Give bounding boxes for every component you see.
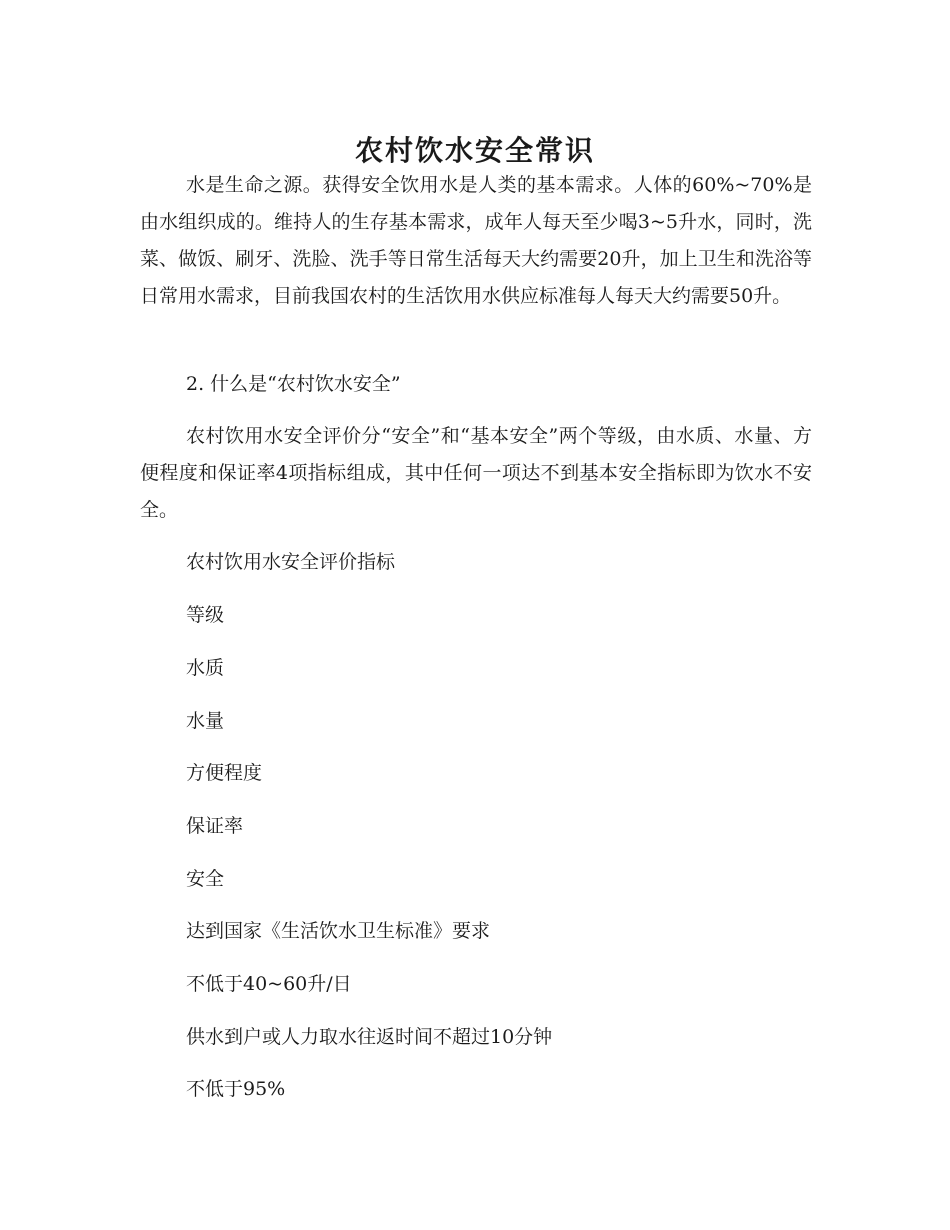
intro-paragraph: 水是生命之源。获得安全饮用水是人类的基本需求。人体的60%~70%是由水组织成的。维持人的生存基本需求，成年人每天至少喝3~5升水，同时，洗菜、做饭、刷牙、洗脸、洗手等日常生活每天大约需要20升，加上卫生和洗浴等日常用水需求，目前我国农村的生活饮用水供应标准每人每天大约需要50升。 xyxy=(140,174,812,307)
table-header-convenience: 方便程度 xyxy=(186,762,263,784)
section-heading: 2. 什么是“农村饮水安全” xyxy=(186,373,401,395)
table-cell-guarantee-safe: 不低于95% xyxy=(186,1078,286,1100)
table-header-grade: 等级 xyxy=(186,604,225,626)
page-title: 农村饮水安全常识 xyxy=(354,133,595,167)
table-cell-grade-safe: 安全 xyxy=(186,868,225,890)
table-header-quantity: 水量 xyxy=(186,710,225,732)
table-cell-convenience-safe: 供水到户或人力取水往返时间不超过10分钟 xyxy=(186,1026,553,1048)
table-title: 农村饮用水安全评价指标 xyxy=(186,551,396,573)
table-header-guarantee: 保证率 xyxy=(186,815,244,837)
table-cell-quantity-safe: 不低于40~60升/日 xyxy=(186,973,352,995)
table-cell-quality-safe: 达到国家《生活饮水卫生标准》要求 xyxy=(186,920,491,942)
evaluation-paragraph: 农村饮用水安全评价分“安全”和“基本安全”两个等级，由水质、水量、方便程度和保证率4项指标组成，其中任何一项达不到基本安全指标即为饮水不安全。 xyxy=(140,425,812,521)
table-header-quality: 水质 xyxy=(186,657,225,679)
